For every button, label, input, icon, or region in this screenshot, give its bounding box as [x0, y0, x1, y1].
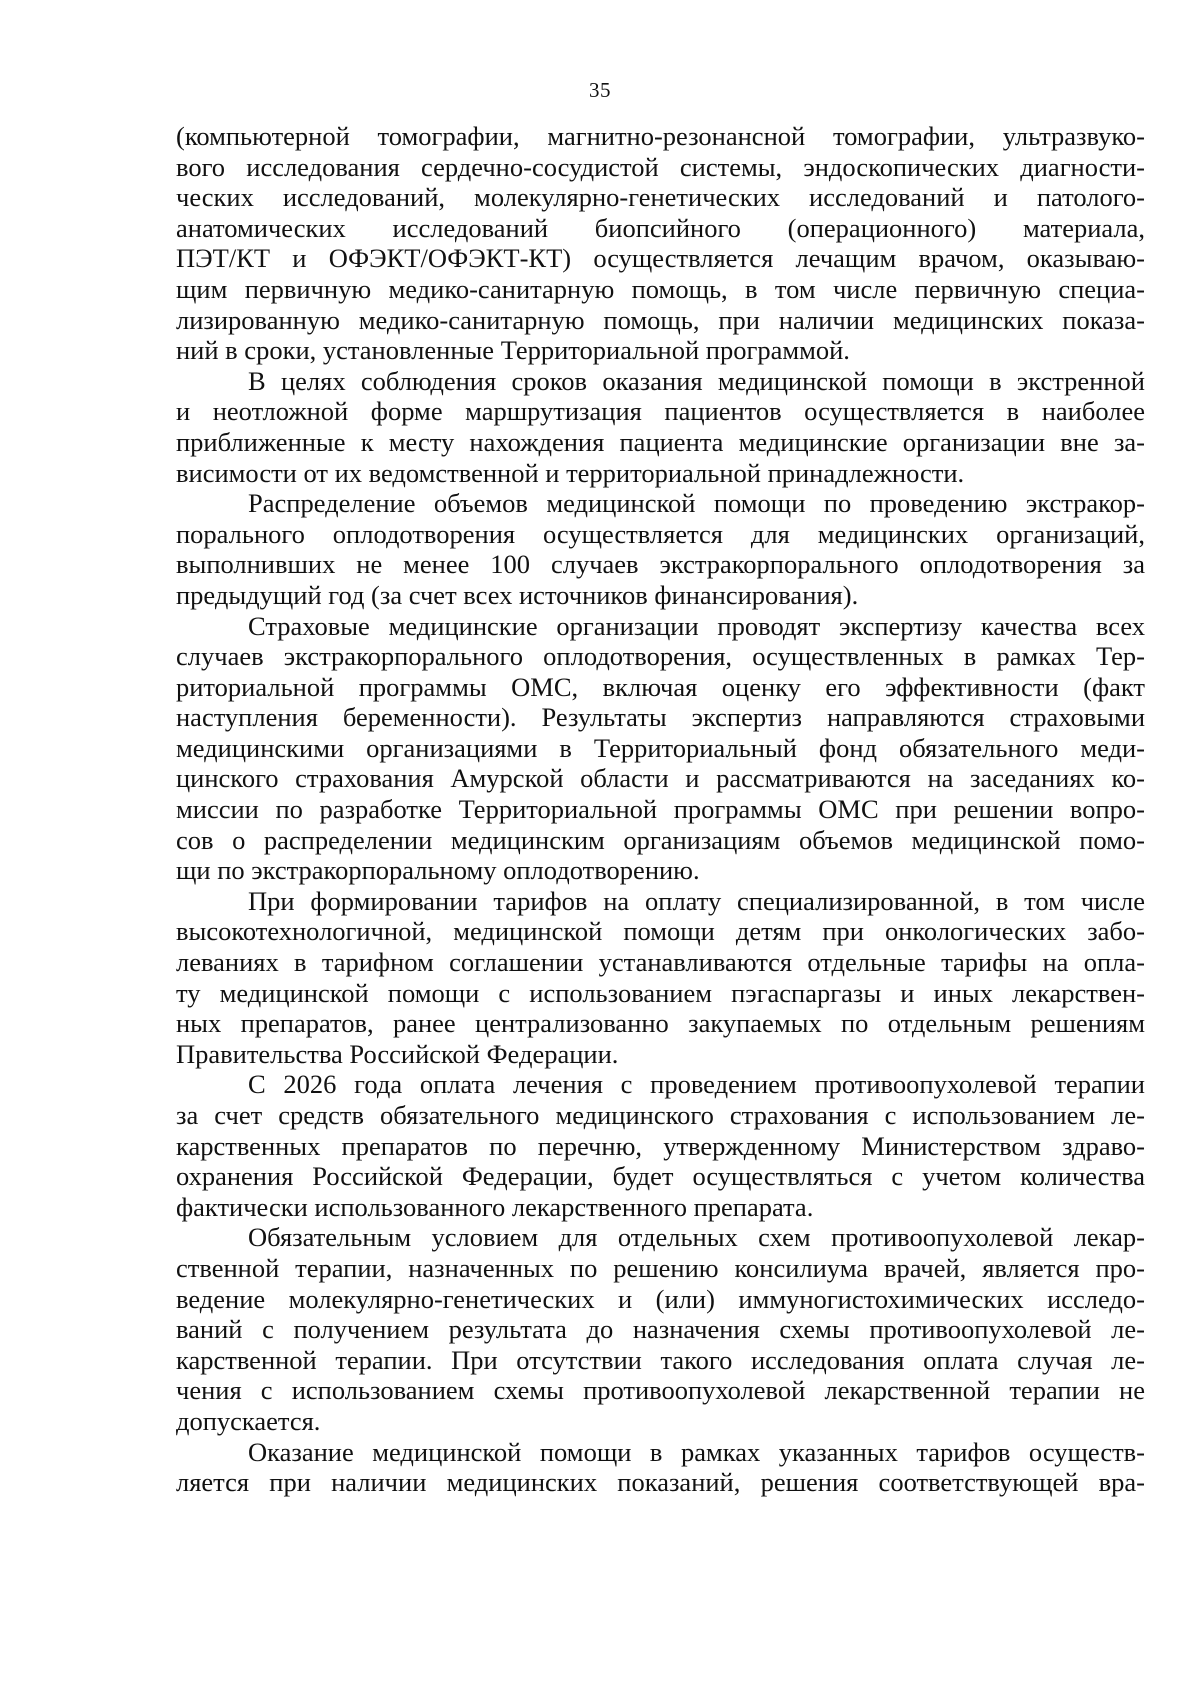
text-line: ственной терапии, назначенных по решению консилиума врачей, является про-	[176, 1252, 1145, 1283]
text-line: миссии по разработке Территориальной программы ОМС при решении вопро-	[176, 794, 1145, 825]
text-line: за счет средств обязательного медицинского страхования с использованием ле-	[176, 1100, 1145, 1130]
paragraph	[176, 121, 1145, 366]
text-line: охранения Российской Федерации, будет осуществляться с учетом количества	[176, 1161, 1145, 1192]
text-line: предыдущий год (за счет всех источников финансирования).	[176, 579, 859, 610]
text-line: ляется при наличии медицинских показаний, решения соответствующей вра-	[176, 1467, 1145, 1498]
paragraph	[176, 1222, 1145, 1436]
paragraph	[176, 886, 1145, 1070]
text-line: С 2026 года оплата лечения с проведением противоопухолевой терапии	[248, 1069, 1145, 1100]
paragraph	[176, 366, 1145, 488]
text-line: щим первичную медико-санитарную помощь, в том числе первичную специа-	[176, 273, 1145, 304]
text-line: Распределение объемов медицинской помощи по проведению экстракор-	[248, 488, 1145, 519]
text-line: выполнивших не менее 100 случаев экстракорпорального оплодотворения за	[176, 549, 1145, 580]
text-line: Правительства Российской Федерации.	[176, 1038, 619, 1069]
text-line: леваниях в тарифном соглашении устанавливаются отдельные тарифы на опла-	[176, 947, 1145, 978]
text-line: медицинскими организациями в Территориальный фонд обязательного меди-	[176, 732, 1145, 763]
text-line: риториальной программы ОМС, включая оценку его эффективности (факт	[176, 671, 1145, 702]
text-line: В целях соблюдения сроков оказания медицинской помощи в экстренной	[248, 365, 1145, 396]
text-line: карственных препаратов по перечню, утвержденному Министерством здраво-	[176, 1130, 1145, 1161]
text-line: ПЭТ/КТ и ОФЭКТ/ОФЭКТ-КТ) осуществляется лечащим врачом, оказываю-	[176, 243, 1145, 274]
text-line: порального оплодотворения осуществляется для медицинских организаций,	[176, 518, 1145, 549]
text-line: ваний с получением результата до назначения схемы противоопухолевой ле-	[176, 1314, 1145, 1345]
text-line: фактически использованного лекарственного препарата.	[176, 1191, 814, 1222]
text-line: щи по экстракорпоральному оплодотворению.	[176, 855, 700, 886]
text-line: (компьютерной томографии, магнитно-резонансной томографии, ультразвуко-	[176, 121, 1145, 151]
text-line: и неотложной форме маршрутизация пациентов осуществляется в наиболее	[176, 396, 1145, 427]
text-line: высокотехнологичной, медицинской помощи детям при онкологических забо-	[176, 916, 1145, 947]
text-line: Оказание медицинской помощи в рамках указанных тарифов осуществ-	[248, 1436, 1145, 1467]
document-body	[176, 121, 1145, 1498]
text-line: чения с использованием схемы противоопухолевой лекарственной терапии не	[176, 1375, 1145, 1406]
text-line: При формировании тарифов на оплату специализированной, в том числе	[248, 885, 1145, 916]
text-line: карственной терапии. При отсутствии такого исследования оплата случая ле-	[176, 1344, 1145, 1375]
text-line: ний в сроки, установленные Территориальной программой.	[176, 335, 850, 366]
text-line: ведение молекулярно-генетических и (или) иммуногистохимических исследо-	[176, 1283, 1145, 1314]
text-line: сов о распределении медицинским организациям объемов медицинской помо-	[176, 824, 1145, 855]
text-line: Страховые медицинские организации проводят экспертизу качества всех	[248, 610, 1145, 641]
text-line: висимости от их ведомственной и территориальной принадлежности.	[176, 457, 965, 488]
text-line: ных препаратов, ранее централизованно закупаемых по отдельным решениям	[176, 1008, 1145, 1039]
text-line: случаев экстракорпорального оплодотворения, осуществленных в рамках Тер-	[176, 641, 1145, 672]
text-line: цинского страхования Амурской области и рассматриваются на заседаниях ко-	[176, 763, 1145, 794]
text-line: допускается.	[176, 1405, 321, 1436]
paragraph	[176, 1437, 1145, 1498]
text-line: ту медицинской помощи с использованием пэгаспаргазы и иных лекарствен-	[176, 977, 1145, 1008]
text-line: вого исследования сердечно-сосудистой системы, эндоскопических диагности-	[176, 151, 1145, 182]
text-line: ческих исследований, молекулярно-генетических исследований и патолого-	[176, 182, 1145, 213]
paragraph	[176, 611, 1145, 886]
paragraph	[176, 1069, 1145, 1222]
page-number: 35	[589, 78, 611, 102]
text-line: приближенные к месту нахождения пациента медицинские организации вне за-	[176, 426, 1145, 457]
text-line: Обязательным условием для отдельных схем противоопухолевой лекар-	[248, 1222, 1145, 1253]
text-line: лизированную медико-санитарную помощь, при наличии медицинских показа-	[176, 304, 1145, 335]
text-line: анатомических исследований биопсийного (операционного) материала,	[176, 212, 1145, 243]
text-line: наступления беременности). Результаты экспертиз направляются страховыми	[176, 702, 1145, 733]
paragraph	[176, 488, 1145, 610]
